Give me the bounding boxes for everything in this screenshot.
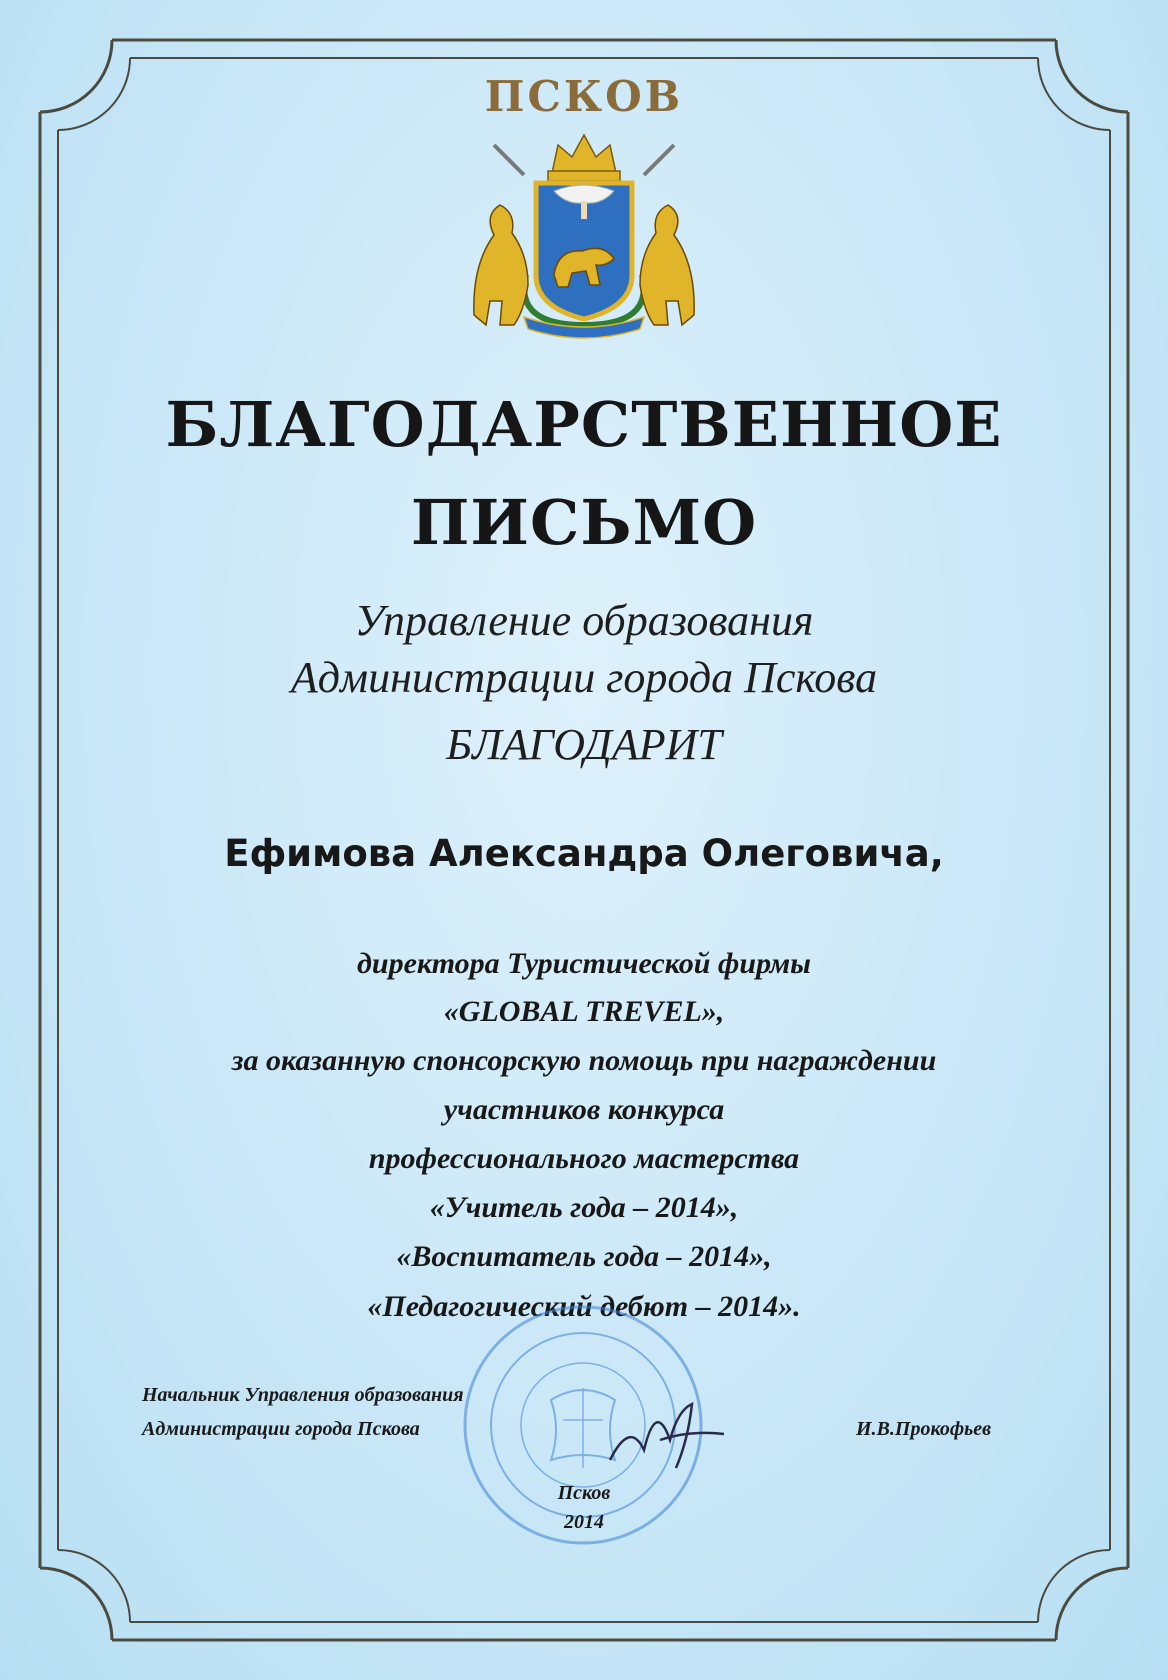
body-line: директора Туристической фирмы [357,947,811,980]
body-line: за оказанную спонсорскую помощь при награждении [231,1044,937,1077]
body-line: участников конкурса [443,1093,725,1126]
title-line-1: БЛАГОДАРСТВЕННОЕ [165,388,1003,461]
body-line: «GLOBAL TREVEL», [443,995,725,1028]
signatory-title-line-2: Администрации города Пскова [142,1418,420,1440]
body-line: профессионального мастерства [368,1142,800,1175]
issue-year: 2014 [564,1511,604,1533]
title-line-2: ПИСЬМО [410,486,758,559]
recipient-name: Ефимова Александра Олеговича, [224,832,944,875]
issuer-line-3: БЛАГОДАРИТ [446,720,722,769]
handwritten-signature-icon [600,1380,730,1480]
pskov-coat-of-arms-icon [454,125,714,340]
city-title: ПСКОВ [484,72,684,121]
body-line: «Педагогический дебют – 2014». [367,1290,801,1323]
body-line: «Учитель года – 2014», [429,1191,739,1224]
issuer-line-2: Администрации города Пскова [290,653,878,702]
signatory-title-line-1: Начальник Управления образования [142,1384,464,1406]
issue-place: Псков [557,1482,611,1504]
body-line: «Воспитатель года – 2014», [396,1240,772,1273]
issuer-line-1: Управление образования [354,596,814,645]
signatory-name: И.В.Прокофьев [856,1418,992,1440]
